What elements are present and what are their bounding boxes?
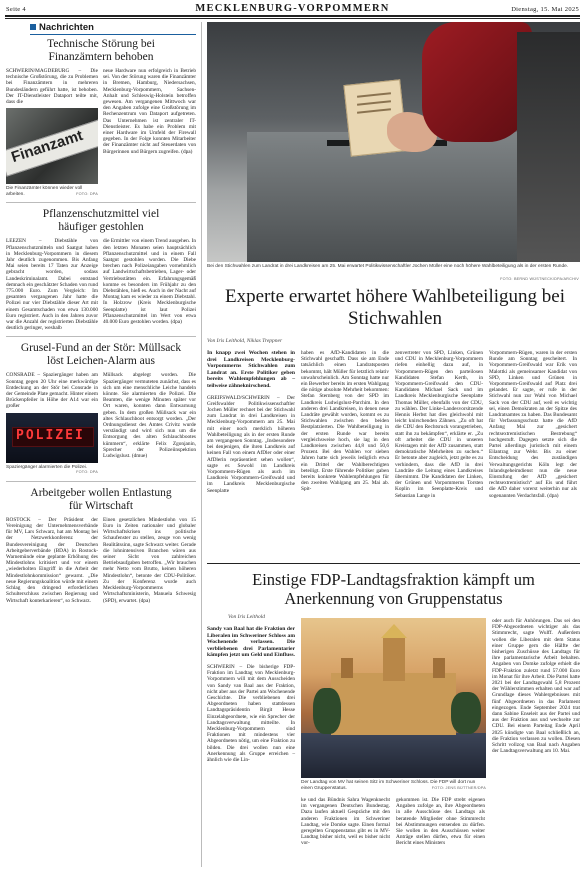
- photo-caption: Bei den Stichwahlen zum Landrat in drei Landkreisen am 25. Mai erwartet Politikwissenschaftler Jochen Müller eine noch höhere Wahlbeteiligung als in der ersten Runde.: [207, 264, 569, 269]
- article-text: GREIFSWALD/SCHWERIN – Der Greifswalder Politikwissenschaftler Jochen Müller rechnet bei der Stichwahl zum Landrat in drei Landkreisen in Mecklenburg-Vorpommern am 25. Mai mit einer noch merklich höheren Wahlbeteiligung als in der ersten Runde am vergangenen Sonntag. „Insbesondere bei denjenigen, die ihren Landkreis auf keinen Fall von einem AfDler oder einer AfDlerin repräsentiert sehen wollen“, sagte er. Sowohl im Landkreis Vorpommern-Rügen als auch im Landkreis Vorpommern-Greifswald und im Landkreis Mecklenburgische Seenplatte: [207, 394, 295, 494]
- story-text: Einen gesetzlichen Mindestlohn von 15 Euro in Zeiten nationaler und globaler Wirtschaftskrisen ins politische Schaufenster zu stellen, zeuge von wenig Realitätssinn, sagte Schwarz weiter. Gerade die lohnintensiven Branchen wären aus seiner Sicht von zahlreichen Betriebsaufgaben betroffen. „Wir brauchen mehr Netto vom Brutto, keinen höheren Mindestlohn“, betonte der CDU-Politiker. Zu der Konferenz wurde auch Mecklenburg-Vorpommerns Wirtschaftsministerin, Manuela Schwesig (SPD), erwartet. (dpa): [103, 516, 196, 604]
- story-text: CONSRADE – Spaziergänger haben am Sonntag gegen 20 Uhr eine merkwürdige Entdeckung an der Stör bei Consrade in der Gemeinde Plate gemacht. Hinter einem Brückenpfeiler in Höhe der A14 war ein großer: [6, 372, 98, 410]
- article-byline: Von Iris Leithold, Niklas Treppner: [207, 338, 283, 344]
- page-date: Dienstag, 15. Mai 2025: [511, 6, 579, 13]
- finanzamt-photo: [6, 108, 98, 184]
- section-title: MECKLENBURG-VORPOMMERN: [195, 3, 390, 14]
- article-body: [301, 797, 486, 847]
- photo-credit: FOTO: DPA: [76, 470, 98, 475]
- article-text: SCHWERIN – Die bisherige FDP-Fraktion im Landtag von Mecklenburg-Vorpommern will mit dem Ausscheiden von Sandy van Baal aus der Fraktion, nicht aber aus der Partei am Wochenende Geschichte. Die verbliebenen drei Abgeordneten haben stattdessen Landtagspräsidentin Birgit Hesse Einzelabgeordnete, wie ein Sprecher der Landtagsverwaltung mitteilte. In Mecklenburg-Vorpommern sind Fraktionen mit mindestens vier Abgeordneten nötig, um eine Fraktion zu bilden. Die drei wollen nun eine Anerkennung als Gruppe erreichen – ähnlich wie die Lin-: [207, 663, 295, 764]
- article-byline: Von Iris Leithold: [228, 614, 265, 620]
- story-title: Grusel-Fund an der Stör: Müllsack löst Leichen-Alarm aus: [20, 342, 182, 368]
- news-kicker: Nachrichten: [30, 22, 196, 33]
- story-text: SCHWERIN/MAGDEBURG – Die technische Großstörung, die zu Problemen bei Finanzämtern in mehreren Bundesländern geführt hatte, ist behoben. Der IT-Dienstleister Dataport teilte mit, dass die: [6, 68, 98, 106]
- article-text: zenvertreter von SPD, Linken, Grünen und CDU in Mecklenburg-Vorpommern riefen einhellig dazu auf, in Vorpommern-Rügen den parteilosen Kandidaten Stefan Kerth, in Vorpommern-Greifswald den CDU-Kandidaten Michael Sack und im Landkreis Mecklenburgische Seenplatte Thomas Müller, ebenfalls von der CDU, zu wählen. Der Linke-Landesvorsitzende Hennis Herbst hat dies gleichwohl mit leicht knirschenden Zähnen. „Zu oft hat die CDU den Rechtsruck vorangetrieben, statt ihn zu bekämpfen“, erklärte er. „Zu oft arbeitet die CDU in unseren Kreistagen mit der AfD zusammen, statt demokratische Mehrheiten zu suchen.“ Er betonte aber zugleich, jetzt gelte es zu verhindern, dass die AfD in drei Landräte die Leitung eines Landkreises übernimmt. Die Kandidaten der Linken, der Grünen und Vorpommerns Torsten Koplin im Seenplatte-Kreis und Sebastian Lange in: [395, 350, 483, 499]
- story-text: Müllsack abgelegt worden. Die Spaziergänger vermuteten zunächst, dass es sich um eine menschliche Leiche handeln könnte. Sie alarmierten die Polizei. Die Beamten, die wenige Minuten später vor Ort waren, konnten dann Entwarnung geben. In dem großen Müllsack war ein altes Schlauchboot entsorgt worden. „Der Ordnungsdienst des Amtes Crivitz wurde verständigt und wird sich nun um die Entsorgung des alten Schlauchbootes kümmern“, erklärte Felix Zgonjanin, Sprecher der Polizeiinspektion Ludwigslust. (dmue): [103, 372, 196, 460]
- article-text: Vorpommern-Rügen, waren in der ersten Runde am Sonntag gescheitert. In Vorpommern-Greifswald war Erik von Malottki als gemeinsamer Kandidat von SPD, Linken und Grünen in Vorpommern-Greifswald auf Platz drei gelandet. Er sagte, er rufe in der Stichwahl nun zur Wahl von Michael Sack von der CDU auf, weil es wichtig sei, einen Demokraten an der Spitze des Landratsamtes zu haben. Das Bundesamt für Verfassungsschutz hatte die AfD Anfang Mai zur „gesichert rechtsextremistischen Bestrebung“ hochgestuft. Dagegen setzte sich die Partei allerdings juristisch mit einem Eilantrag zur Wehr. Bis zu einer Entscheidung des zuständigen Verwaltungsgerichts Köln legt der Inlandsgeheimdienst nun die neue Einstufung der AfD „gesichert rechtsextremistisch“ auf Eis und führt die AfD daher vorerst weiterhin nur als sogenannten Verdachtsfall. (dpa): [489, 350, 577, 499]
- finanzamt-sign: Finanzamt: [9, 127, 85, 167]
- ballot-photo: [207, 22, 580, 262]
- castle-photo: [301, 618, 486, 778]
- article-headline: Einstige FDP-Landtagsfraktion kämpft um Anerkennung von Gruppenstatus: [252, 570, 535, 608]
- police-photo: [6, 413, 98, 463]
- story-title: Arbeitgeber wollen Entlastung für Wirtschaft: [30, 486, 172, 512]
- square-icon: [30, 24, 36, 30]
- photo-caption: Die Finanzämter können wieder voll arbeiten.: [6, 186, 83, 197]
- photo-credit: FOTO: DPA: [76, 191, 98, 196]
- story-text: neue Hardware nun erfolgreich in Betrieb sei. Von der Störung waren die Finanzämter in Bremen, Hamburg, Niedersachsen, Mecklenburg-Vorpommern, Sachsen-Anhalt und Schleswig-Holstein betroffen gewesen. Am vergangenen Mittwoch war den Angaben zufolge eine Großstörung im Rechenzentrum von Dataport aufgetreten. Das Unternehmen ist zentraler IT-Dienstleister. Es habe ein Problem mit einer Hardware im Umfeld der Firewall gegeben. In der Folge konnten Mitarbeiter der Finanzämter nicht auf Steuerdaten von Bürgerinnen und Bürgern zugreifen. (dpa): [103, 68, 196, 155]
- story-title: Pflanzenschutzmittel viel häufiger gestohlen: [42, 208, 160, 234]
- article-body: [207, 350, 580, 499]
- article-column: [492, 618, 580, 754]
- photo-credit: FOTO: BERND WÜSTNECK/DPA/ARCHIV: [500, 277, 579, 281]
- page-number: Seite 4: [6, 6, 26, 13]
- article-lead: In knapp zwei Wochen stehen in drei Landkreisen Mecklenburg-Vorpommerns Stichwahlen zum Landrat an. Erste Politiker geben bereits Wahlempfehlungen ab – teilweise zähneknirschend.: [207, 350, 295, 389]
- article-text: haben es AfD-Kandidaten in die Stichwahl geschafft. Dass sie am Ende tatsächlich einen Landratsposten bekommt, hält Müller für letztlich relativ unwahrscheinlich. Am Sonntag hatte nur ein Bewerber bereits im ersten Wahlgang die nötige absolute Mehrheit bekommen: Stefan Sternberg von der SPD im Landkreis Ludwigslust-Parchim. In den anderen drei Landkreisen, in denen neue Landräte gewählt wurden, kommt es zu Stichwahlen zwischen den beiden Bestplatzierten. Die Wahlbeteiligung in der ersten Runde war bereits vergleichsweise hoch, sie lag in den Landkreisen zwischen 44,8 und 50,6 Prozent. Bei den Wahlen vor sieben Jahren hatte sich jeweils lediglich etwa ein Drittel der Wahlberechtigten beteiligt. Erste führende Politiker gaben bereits konkrete Wahlempfehlungen für den zweiten Wahlgang am 25. Mai ab. Spit-: [301, 350, 389, 493]
- photo-credit: FOTO: JENS BÜTTNER/DPA: [431, 785, 486, 790]
- article-text: ke und das Bündnis Sahra Wagenknecht im vergangenen Deutschen Bundestag. Dazu laufen aktuell Gespräche mit den anderen Fraktionen im Schweriner Landtag, wie Domke sagte. Einen formal geregelten Gruppenstatus gibt es in MV-Landtag bisher nicht, weil es bisher nicht vor-: [301, 797, 390, 847]
- article-column: [207, 626, 295, 763]
- news-column: [6, 22, 196, 604]
- story-text: die Ermittler von einem Trend ausgehen. In den letzten Monaten seien hauptsächlich Pflanzenschutzmittel und in einem Fall Saatgut gestohlen worden. Die Diebe brechen nach Polizeiangaben vornehmlich auf Landwirtschaftsbetrieben, Lager- oder Vertriebsstätten ein. Erfahrungsgemäß komme es besonders im Frühjahr zu den Diebstählen, hieß es. Auch in der Nacht auf Montag kam es wieder zu einem Diebstahl. In Holzrow (Kreis Mecklenburgische Seenplatte) ist laut Polizei Pflanzenschutzmittel im Wert von etwa 40.000 Euro gestohlen worden. (dpa): [103, 238, 196, 326]
- story-text: ROSTOCK – Der Präsident der Vereinigung der Unternehmensverbände für MV, Lars Schwarz, hat am Montag bei der Netzwerkkonferenz der Bundesvereinigung der Deutschen Arbeitgeberverbände (BDA) in Rostock-Warnemünde eine geplante Erhöhung des Mindestlohns kritisiert und vor einem „wiederholten Eingriff in die Arbeit der Mindestlohnkommission“ gewarnt. „Die neue Regierungskoalition würde mit einem Schlag den dringend erforderlichen Schulterschluss zwischen Regierung und Wirtschaft konterkarieren“, so Schwarz.: [6, 516, 98, 604]
- article-text: gekommen ist. Die FDP strebt eigenen Angaben zufolge an, ihre Abgeordneten in alle Ausschüsse des Landtags als beratende Mitglieder ohne Stimmrecht bei Abstimmungen entsenden zu dürfen. Sie wollen in den Ausschüssen weiter Anträge stellen dürfen, etwa für einen Bericht eines Ministers: [396, 797, 485, 847]
- article-lead: Sandy van Baal hat die Fraktion der Liberalen im Schweriner Schloss am Wochenende verlassen. Die verbliebenen drei Parlamentarier kämpfen jetzt um Geld und Einfluss.: [207, 626, 295, 659]
- story-title: Technische Störung bei Finanzämtern behoben: [47, 38, 155, 63]
- article-text: oder auch für Anhörungen. Das sei den FDP-Abgeordneten wichtiger als das Stimmrecht, sagte Wulff. Außerdem wollen die Liberalen mit dem Status einer Gruppe gern die Hälfte der bisherigen Zuschüsse des Landtags für ihre parlamentarische Arbeit behalten. Angaben von Domke zufolge erhielt die FDP-Fraktion zuletzt rund 57.000 Euro im Monat für ihre Arbeit. Die Partei hatte 2021 bei der Landtagswahl 5,8 Prozent der Wählerstimmen erhalten und war auf Grundlage dieses Wahlergebnisses mit fünf Abgeordneten in das Parlament eingezogen. Ende September 2024 trat dann Sabine Enseleit aus der Partei und aus der Fraktion aus und wechselte zur CDU. Bei einem Parteitag Ende April 2025 kündigte van Baal schließlich an, die Fraktion verlassen zu wollen. Diesen Schritt vollzog van Baal nach Angaben der Landtagsverwaltung am 10. Mai.: [492, 618, 580, 755]
- police-sign: POLIZEI: [16, 427, 85, 443]
- article-headline: Experte erwartet höhere Wahlbeteiligung bei Stichwahlen: [225, 286, 565, 329]
- story-text: LEEZEN – Diebstähle von Pflanzenschutzmitteln und Saatgut haben in Mecklenburg-Vorpommern in diesem Jahr deutlich zugenommen. Bis Anfang Mai seien bereits 17 Taten zur Anzeige gebracht worden, sodass Landeskriminalamt. Dabei entstand demnach ein geschätzter Schaden von rund 775.000 Euro. Zum Vergleich: Im gesamten vergangenen Jahr hatte die Polizei nur vier Diebstähle dieser Art mit einem Gesamtschaden von etwa 130.000 Euro registriert. Auch in den Jahren zuvor war die Anzahl der registrierten Diebstähle deutlich geringer, weshalb: [6, 238, 98, 332]
- photo-caption: Spaziergänger alarmierten die Polizei.: [6, 464, 88, 470]
- photo-caption: Der Landtag von MV hat seinen Sitz im Schweriner Schloss. Die FDP will dort nun einen Gruppenstatus.: [301, 780, 476, 791]
